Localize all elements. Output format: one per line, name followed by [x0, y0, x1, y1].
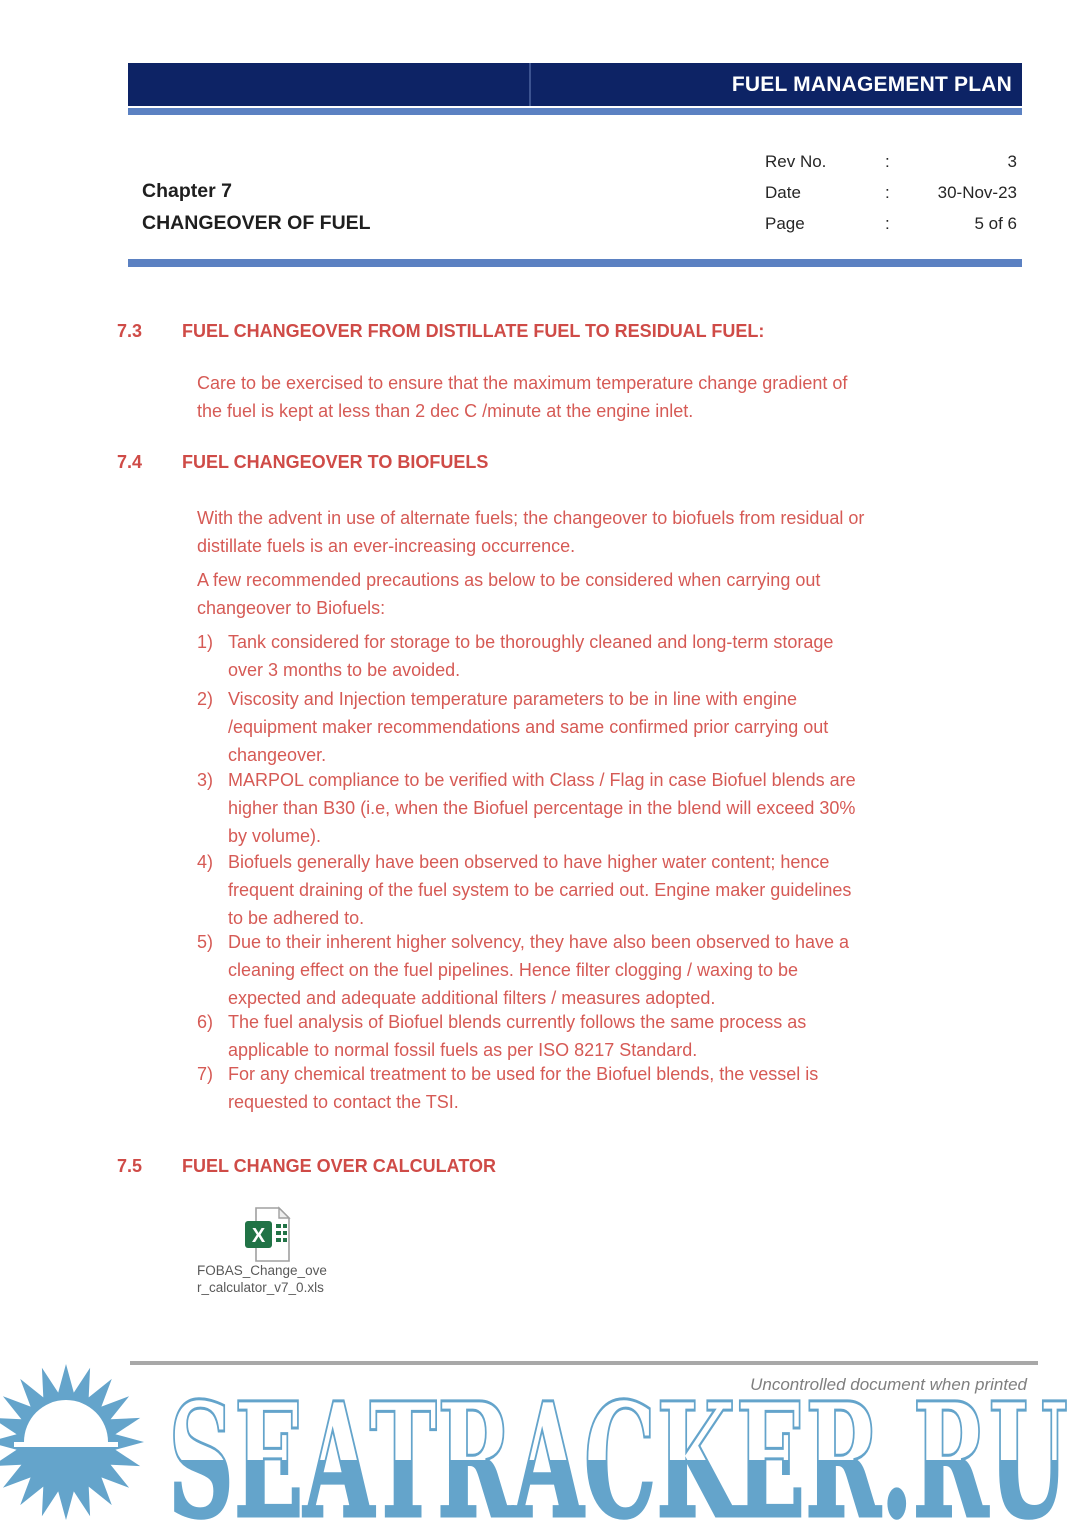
meta-row-rev — [765, 146, 1017, 177]
paragraph-line: Care to be exercised to ensure that the maximum temperature change gradient of — [197, 373, 848, 393]
section-heading-text: FUEL CHANGEOVER TO BIOFUELS — [182, 452, 489, 472]
section-heading-text: FUEL CHANGEOVER FROM DISTILLATE FUEL TO RESIDUAL FUEL: — [182, 321, 765, 341]
meta-value: 5 of 6 — [974, 213, 1017, 233]
meta-value: 30-Nov-23 — [937, 182, 1017, 202]
list-text — [228, 628, 833, 684]
list-line: For any chemical treatment to be used for the Biofuel blends, the vessel is — [228, 1064, 819, 1084]
list-marker: 1) — [197, 632, 214, 652]
list-line: Viscosity and Injection temperature parameters to be in line with engine — [228, 689, 797, 709]
list-text — [228, 848, 851, 932]
chapter-title: CHANGEOVER OF FUEL — [142, 212, 371, 234]
list-marker: 2) — [197, 689, 214, 709]
meta-separator: : — [885, 213, 890, 233]
list-item — [197, 1008, 806, 1064]
paragraph-line: the fuel is kept at less than 2 dec C /minute at the engine inlet. — [197, 401, 694, 421]
list-marker: 5) — [197, 932, 214, 952]
list-marker: 6) — [197, 1012, 214, 1032]
list-item — [197, 766, 856, 850]
section-number: 7.4 — [117, 452, 143, 472]
list-line: Biofuels generally have been observed to have higher water content; hence — [228, 852, 830, 872]
header-cell-empty — [128, 63, 531, 106]
meta-separator: : — [885, 182, 890, 202]
attachment-filename[interactable] — [197, 1262, 327, 1296]
list-line: applicable to normal fossil fuels as per ISO 8217 Standard. — [228, 1040, 698, 1060]
section-number: 7.3 — [117, 321, 143, 341]
list-text — [228, 928, 849, 1012]
excel-file-icon[interactable] — [243, 1206, 293, 1263]
footer-note: Uncontrolled document when printed — [750, 1375, 1027, 1394]
section-7-3-paragraph — [197, 369, 847, 425]
paragraph-line: changeover to Biofuels: — [197, 598, 386, 618]
section-7-3-heading — [117, 320, 764, 342]
meta-row-page — [765, 208, 1017, 239]
header-rule — [128, 108, 1022, 115]
list-item — [197, 928, 849, 1012]
list-item — [197, 848, 851, 932]
list-line: by volume). — [228, 826, 322, 846]
list-line: Due to their inherent higher solvency, they have also been observed to have a — [228, 932, 850, 952]
section-7-4-paragraph-2 — [197, 566, 820, 622]
document-title: FUEL MANAGEMENT PLAN — [731, 72, 1012, 96]
list-text — [228, 766, 856, 850]
header-bar — [128, 63, 1022, 106]
meta-value: 3 — [1007, 151, 1017, 171]
meta-label: Date — [765, 182, 801, 202]
list-line: expected and adequate additional filters / measures adopted. — [228, 988, 716, 1008]
list-text — [228, 685, 828, 769]
revision-meta — [765, 146, 1017, 239]
list-line: The fuel analysis of Biofuel blends currently follows the same process as — [228, 1012, 807, 1032]
list-line: higher than B30 (i.e, when the Biofuel percentage in the blend will exceed 30% — [228, 798, 856, 818]
list-item — [197, 628, 833, 684]
section-heading-text: FUEL CHANGE OVER CALCULATOR — [182, 1156, 497, 1176]
list-line: cleaning effect on the fuel pipelines. Hence filter clogging / waxing to be — [228, 960, 799, 980]
chapter-block — [142, 175, 371, 239]
list-line: MARPOL compliance to be verified with Class / Flag in case Biofuel blends are — [228, 770, 856, 790]
meta-row-date — [765, 177, 1017, 208]
list-line: changeover. — [228, 745, 327, 765]
footer-rule — [130, 1361, 1038, 1365]
section-number: 7.5 — [117, 1156, 143, 1176]
list-line: /equipment maker recommendations and same confirmed prior carrying out — [228, 717, 829, 737]
paragraph-line: With the advent in use of alternate fuels; the changeover to biofuels from residual or — [197, 508, 865, 528]
list-item — [197, 1060, 818, 1116]
section-7-5-heading — [117, 1155, 496, 1177]
meta-label: Rev No. — [765, 151, 827, 171]
paragraph-line: distillate fuels is an ever-increasing occurrence. — [197, 536, 576, 556]
list-line: Tank considered for storage to be thoroughly cleaned and long-term storage — [228, 632, 834, 652]
paragraph-line: A few recommended precautions as below to be considered when carrying out — [197, 570, 821, 590]
list-line: over 3 months to be avoided. — [228, 660, 461, 680]
header-bottom-rule — [128, 259, 1022, 267]
section-7-4-heading — [117, 451, 488, 473]
list-line: requested to contact the TSI. — [228, 1092, 459, 1112]
list-marker: 3) — [197, 770, 214, 790]
meta-label: Page — [765, 213, 805, 233]
list-text — [228, 1060, 818, 1116]
section-7-4-paragraph-1 — [197, 504, 864, 560]
header-cell-title — [531, 63, 1022, 106]
filename-line: r_calculator_v7_0.xls — [197, 1280, 324, 1295]
chapter-number: Chapter 7 — [142, 180, 232, 202]
list-text — [228, 1008, 806, 1064]
list-line: to be adhered to. — [228, 908, 365, 928]
list-line: frequent draining of the fuel system to be carried out. Engine maker guidelines — [228, 880, 852, 900]
svg-text:X: X — [251, 1225, 266, 1247]
meta-separator: : — [885, 151, 890, 171]
watermark-text: SEATRACKER.RU — [168, 1369, 1068, 1527]
filename-line: FOBAS_Change_ove — [197, 1263, 327, 1278]
sun-logo-icon — [0, 1362, 146, 1522]
list-marker: 7) — [197, 1064, 214, 1084]
list-item — [197, 685, 828, 769]
list-marker: 4) — [197, 852, 214, 872]
